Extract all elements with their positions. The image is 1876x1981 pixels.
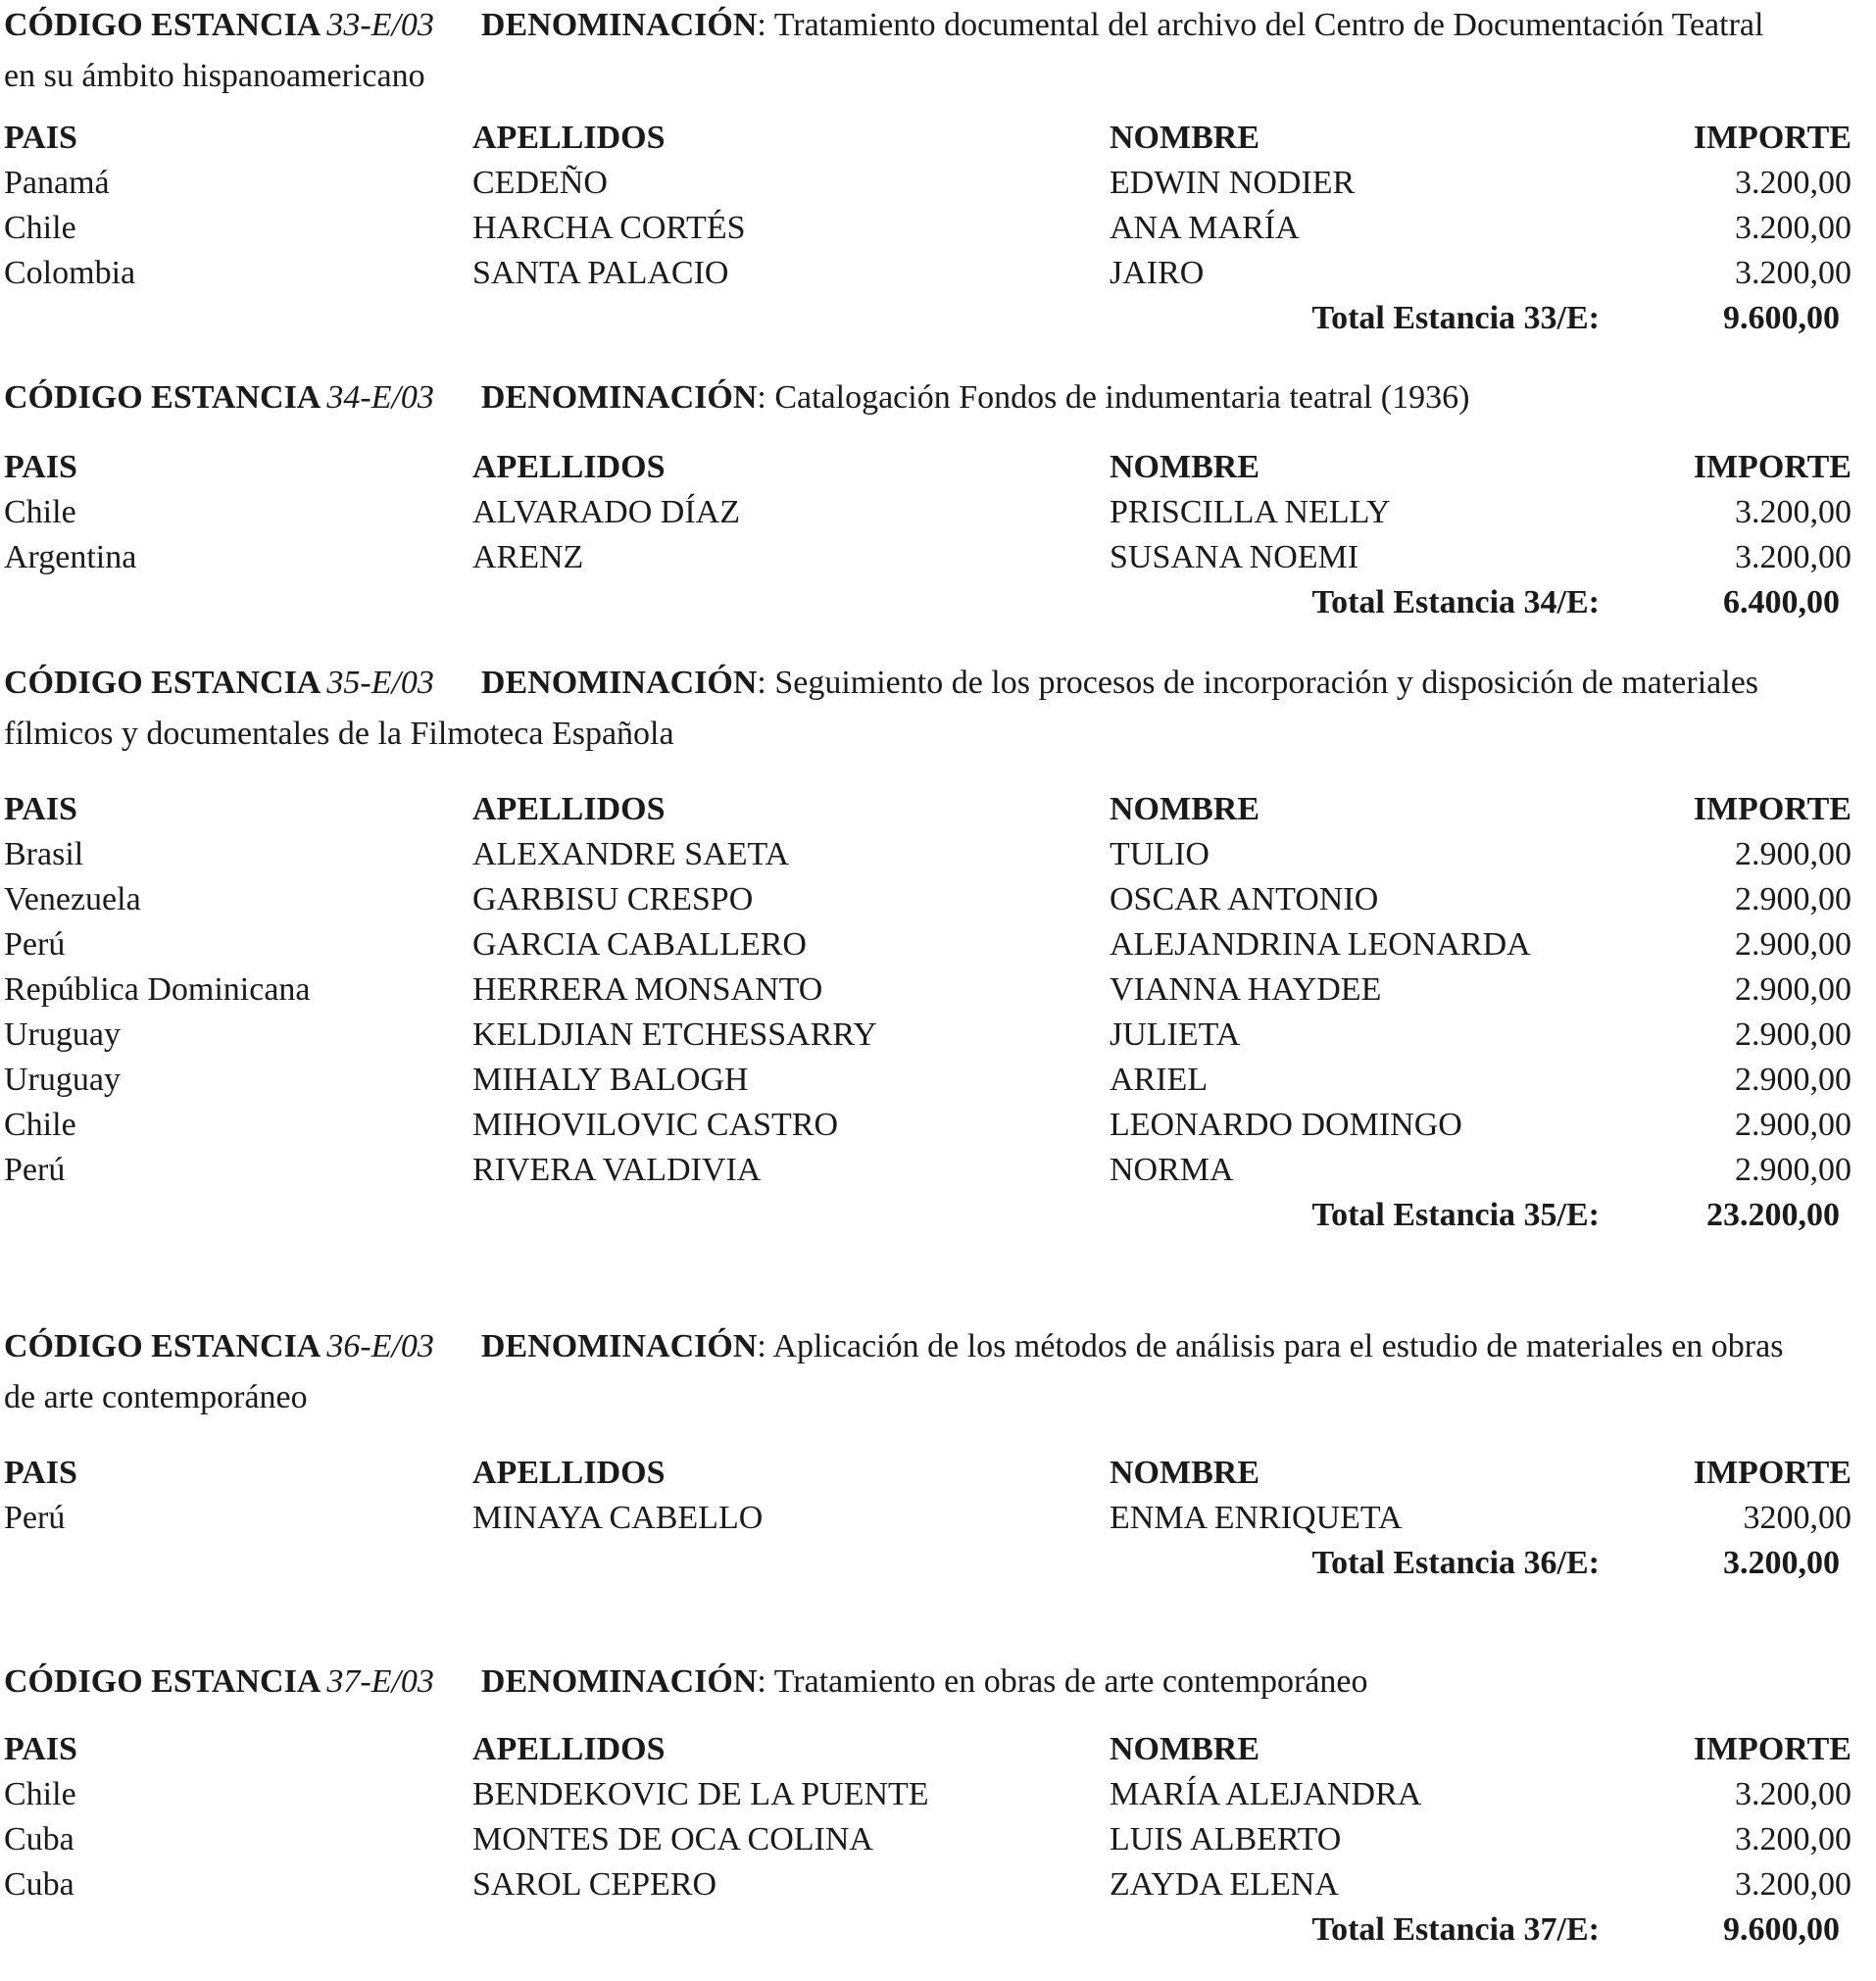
cell-importe: 3.200,00	[1735, 210, 1851, 246]
cell-nombre: SUSANA NOEMI	[1110, 539, 1359, 575]
cell-pais: Brasil	[4, 836, 84, 872]
estancia-section	[0, 1321, 1876, 1586]
codigo-label: CÓDIGO ESTANCIA	[4, 1328, 321, 1364]
table-row	[0, 1013, 1876, 1058]
codigo-label: CÓDIGO ESTANCIA	[4, 1663, 321, 1700]
header-apellidos: APELLIDOS	[472, 791, 666, 827]
header-nombre: NOMBRE	[1110, 120, 1259, 156]
estancia-table	[0, 787, 1876, 1238]
cell-pais: Perú	[4, 1500, 66, 1536]
codigo-value: 34-E/03	[326, 379, 434, 416]
cell-importe: 2.900,00	[1735, 1107, 1851, 1143]
header-pais: PAIS	[4, 1455, 77, 1491]
cell-nombre: NORMA	[1110, 1152, 1234, 1188]
denominacion-text: : Tratamiento documental del archivo del Centro de Documentación Teatral en su ámbito hispanoamericano	[4, 7, 1764, 94]
table-row	[0, 922, 1876, 967]
table-row	[0, 161, 1876, 206]
total-row	[0, 1541, 1876, 1586]
cell-importe: 2.900,00	[1735, 836, 1851, 872]
cell-apellidos: KELDJIAN ETCHESSARRY	[472, 1016, 877, 1053]
cell-apellidos: GARCIA CABALLERO	[472, 926, 807, 963]
header-apellidos: APELLIDOS	[472, 120, 666, 156]
estancia-section	[0, 1657, 1876, 1953]
total-row	[0, 580, 1876, 625]
cell-importe: 3.200,00	[1735, 539, 1851, 575]
estancia-table	[0, 116, 1876, 341]
cell-pais: Uruguay	[4, 1016, 121, 1053]
header-pais: PAIS	[4, 1731, 77, 1767]
table-row	[0, 1103, 1876, 1148]
table-row	[0, 1862, 1876, 1907]
denominacion-label: DENOMINACIÓN	[480, 7, 758, 43]
cell-pais: Chile	[4, 1107, 76, 1143]
cell-pais: Uruguay	[4, 1062, 121, 1098]
cell-importe: 2.900,00	[1735, 1062, 1851, 1098]
total-label: Total Estancia 35/E:	[1311, 1197, 1600, 1233]
cell-nombre: ZAYDA ELENA	[1110, 1866, 1339, 1903]
table-row	[0, 832, 1876, 877]
cell-pais: Chile	[4, 210, 76, 246]
cell-nombre: PRISCILLA NELLY	[1110, 494, 1391, 530]
table-row	[0, 251, 1876, 296]
cell-apellidos: CEDEÑO	[472, 165, 608, 201]
estancia-table	[0, 1727, 1876, 1953]
table-header-row	[0, 116, 1876, 161]
table-row	[0, 490, 1876, 535]
header-apellidos: APELLIDOS	[472, 449, 666, 485]
table-row	[0, 967, 1876, 1013]
cell-importe: 2.900,00	[1735, 1152, 1851, 1188]
denominacion-text: : Tratamiento en obras de arte contemporáneo	[757, 1663, 1368, 1700]
table-row	[0, 1817, 1876, 1862]
cell-apellidos: ALEXANDRE SAETA	[472, 836, 790, 872]
cell-importe: 3.200,00	[1735, 1866, 1851, 1903]
cell-nombre: ALEJANDRINA LEONARDA	[1110, 926, 1531, 963]
section-heading	[4, 1657, 1798, 1708]
codigo-value: 35-E/03	[326, 665, 434, 701]
cell-nombre: EDWIN NODIER	[1110, 165, 1356, 201]
cell-nombre: OSCAR ANTONIO	[1110, 881, 1379, 917]
codigo-label: CÓDIGO ESTANCIA	[4, 7, 321, 43]
header-nombre: NOMBRE	[1110, 449, 1259, 485]
denominacion-text: : Seguimiento de los procesos de incorporación y disposición de materiales fílmicos y documentales de la Filmoteca Española	[4, 665, 1759, 752]
cell-apellidos: MONTES DE OCA COLINA	[472, 1821, 873, 1857]
cell-pais: República Dominicana	[4, 971, 311, 1008]
header-importe: IMPORTE	[1693, 449, 1851, 485]
header-pais: PAIS	[4, 449, 77, 485]
cell-apellidos: MIHALY BALOGH	[472, 1062, 749, 1098]
total-label: Total Estancia 36/E:	[1311, 1545, 1600, 1581]
codigo-value: 36-E/03	[326, 1328, 434, 1364]
section-heading	[4, 658, 1798, 760]
cell-apellidos: BENDEKOVIC DE LA PUENTE	[472, 1776, 929, 1812]
cell-apellidos: MINAYA CABELLO	[472, 1500, 764, 1536]
total-label: Total Estancia 34/E:	[1311, 584, 1600, 620]
total-value: 9.600,00	[1723, 1911, 1840, 1948]
table-header-row	[0, 1451, 1876, 1496]
total-value: 3.200,00	[1723, 1545, 1840, 1581]
cell-importe: 2.900,00	[1735, 971, 1851, 1008]
cell-apellidos: ARENZ	[472, 539, 584, 575]
denominacion-label: DENOMINACIÓN	[480, 1328, 758, 1364]
total-label: Total Estancia 37/E:	[1311, 1911, 1600, 1948]
cell-apellidos: HARCHA CORTÉS	[472, 210, 746, 246]
cell-importe: 3.200,00	[1735, 1821, 1851, 1857]
cell-pais: Cuba	[4, 1821, 74, 1857]
header-nombre: NOMBRE	[1110, 1731, 1259, 1767]
total-value: 9.600,00	[1723, 300, 1840, 336]
table-row	[0, 877, 1876, 922]
header-apellidos: APELLIDOS	[472, 1455, 666, 1491]
total-label: Total Estancia 33/E:	[1311, 300, 1600, 336]
estancia-section	[0, 658, 1876, 1238]
codigo-value: 37-E/03	[326, 1663, 434, 1700]
cell-nombre: VIANNA HAYDEE	[1110, 971, 1382, 1008]
section-heading	[4, 372, 1798, 423]
cell-pais: Panamá	[4, 165, 110, 201]
cell-apellidos: SANTA PALACIO	[472, 255, 729, 291]
denominacion-text: : Catalogación Fondos de indumentaria teatral (1936)	[757, 379, 1470, 416]
total-value: 6.400,00	[1723, 584, 1840, 620]
denominacion-label: DENOMINACIÓN	[480, 379, 758, 416]
cell-pais: Perú	[4, 926, 66, 963]
header-importe: IMPORTE	[1693, 1731, 1851, 1767]
table-row	[0, 1772, 1876, 1817]
cell-apellidos: RIVERA VALDIVIA	[472, 1152, 762, 1188]
header-importe: IMPORTE	[1693, 791, 1851, 827]
cell-nombre: ENMA ENRIQUETA	[1110, 1500, 1403, 1536]
section-heading	[4, 1321, 1798, 1423]
denominacion-label: DENOMINACIÓN	[480, 665, 758, 701]
table-row	[0, 1058, 1876, 1103]
cell-importe: 2.900,00	[1735, 926, 1851, 963]
estancia-section	[0, 372, 1876, 625]
denominacion-text: : Aplicación de los métodos de análisis para el estudio de materiales en obras de arte contemporáneo	[4, 1328, 1784, 1415]
total-value: 23.200,00	[1706, 1197, 1840, 1233]
cell-pais: Venezuela	[4, 881, 141, 917]
cell-importe: 3.200,00	[1735, 1776, 1851, 1812]
table-header-row	[0, 787, 1876, 832]
table-row	[0, 535, 1876, 580]
estancia-table	[0, 1451, 1876, 1586]
table-row	[0, 1496, 1876, 1541]
cell-nombre: MARÍA ALEJANDRA	[1110, 1776, 1422, 1812]
cell-pais: Cuba	[4, 1866, 74, 1903]
codigo-label: CÓDIGO ESTANCIA	[4, 379, 321, 416]
cell-apellidos: ALVARADO DÍAZ	[472, 494, 740, 530]
cell-pais: Perú	[4, 1152, 66, 1188]
header-importe: IMPORTE	[1693, 1455, 1851, 1491]
cell-apellidos: MIHOVILOVIC CASTRO	[472, 1107, 839, 1143]
total-row	[0, 1193, 1876, 1238]
cell-importe: 2.900,00	[1735, 1016, 1851, 1053]
header-importe: IMPORTE	[1693, 120, 1851, 156]
section-heading	[4, 0, 1798, 102]
header-pais: PAIS	[4, 791, 77, 827]
cell-apellidos: SAROL CEPERO	[472, 1866, 717, 1903]
codigo-label: CÓDIGO ESTANCIA	[4, 665, 321, 701]
cell-nombre: JULIETA	[1110, 1016, 1241, 1053]
cell-nombre: LEONARDO DOMINGO	[1110, 1107, 1462, 1143]
cell-apellidos: HERRERA MONSANTO	[472, 971, 823, 1008]
cell-importe: 3.200,00	[1735, 255, 1851, 291]
table-header-row	[0, 1727, 1876, 1772]
total-row	[0, 296, 1876, 341]
cell-pais: Chile	[4, 494, 76, 530]
cell-importe: 3.200,00	[1735, 494, 1851, 530]
cell-pais: Chile	[4, 1776, 76, 1812]
header-pais: PAIS	[4, 120, 77, 156]
cell-importe: 2.900,00	[1735, 881, 1851, 917]
cell-nombre: TULIO	[1110, 836, 1210, 872]
cell-nombre: LUIS ALBERTO	[1110, 1821, 1342, 1857]
table-header-row	[0, 445, 1876, 490]
table-row	[0, 1148, 1876, 1193]
cell-pais: Colombia	[4, 255, 136, 291]
header-apellidos: APELLIDOS	[472, 1731, 666, 1767]
estancia-table	[0, 445, 1876, 625]
cell-importe: 3200,00	[1743, 1500, 1851, 1536]
header-nombre: NOMBRE	[1110, 791, 1259, 827]
estancia-section	[0, 0, 1876, 341]
total-row	[0, 1907, 1876, 1953]
cell-nombre: ANA MARÍA	[1110, 210, 1300, 246]
header-nombre: NOMBRE	[1110, 1455, 1259, 1491]
codigo-value: 33-E/03	[326, 7, 434, 43]
cell-nombre: ARIEL	[1110, 1062, 1209, 1098]
cell-pais: Argentina	[4, 539, 137, 575]
cell-importe: 3.200,00	[1735, 165, 1851, 201]
cell-apellidos: GARBISU CRESPO	[472, 881, 754, 917]
denominacion-label: DENOMINACIÓN	[480, 1663, 758, 1700]
table-row	[0, 206, 1876, 251]
cell-nombre: JAIRO	[1110, 255, 1205, 291]
